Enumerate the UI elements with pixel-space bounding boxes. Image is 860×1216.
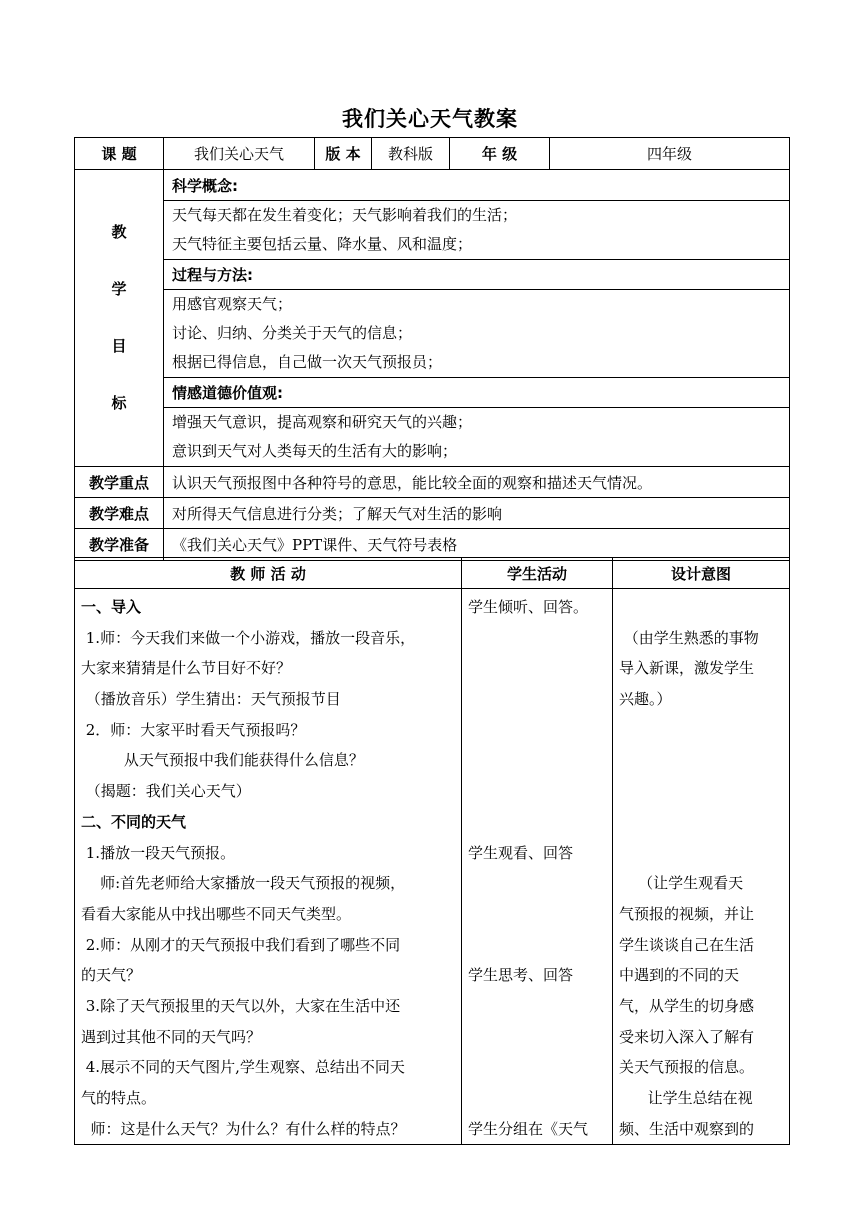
edition-label: 版 本 — [315, 138, 372, 170]
teacher-line: 大家来猜猜是什么节目好不好？ — [81, 659, 292, 678]
difficulties-label: 教学难点 — [75, 498, 164, 529]
objectives-label-char: 教 — [111, 223, 127, 241]
design-line: （让学生观看天 — [619, 874, 744, 893]
objective-line: 增强天气意识，提高观察和研究天气的兴趣； — [172, 413, 473, 431]
objective-line: 意识到天气对人类每天的生活有大的影响； — [172, 442, 458, 460]
objectives-label-char: 目 — [111, 337, 127, 355]
objective-line: 天气特征主要包括云量、降水量、风和温度； — [172, 235, 473, 253]
student-activity-header: 学生活动 — [462, 558, 613, 589]
objective-line: 讨论、归纳、分类关于天气的信息； — [172, 324, 413, 342]
teacher-line: 一、导入 — [81, 598, 142, 616]
design-line — [619, 715, 783, 746]
topic-label: 课 题 — [75, 138, 164, 170]
student-line — [468, 991, 606, 1022]
teacher-line: 1.师：今天我们来做一个小游戏，播放一段音乐， — [81, 628, 416, 647]
student-line — [468, 807, 606, 838]
student-line — [468, 623, 606, 654]
student-line: 学生倾听、回答。 — [468, 598, 589, 616]
student-line: 学生分组在《天气 — [468, 1119, 589, 1138]
topic-value: 我们关心天气 — [164, 138, 315, 170]
student-line — [468, 868, 606, 899]
student-line — [468, 715, 606, 746]
design-line — [619, 745, 783, 776]
design-line — [619, 807, 783, 838]
design-line: 关天气预报的信息。 — [619, 1058, 755, 1077]
student-activity-cell — [462, 589, 613, 1145]
teacher-line: 看看大家能从中找出哪些不同天气类型。 — [81, 904, 352, 923]
design-line: 受来切入深入了解有 — [619, 1027, 755, 1046]
section-heading-process: 过程与方法: — [164, 260, 790, 290]
student-activity-lines — [462, 592, 612, 1144]
student-line — [468, 899, 606, 930]
objective-line: 用感官观察天气； — [172, 295, 293, 313]
design-intent-lines — [613, 592, 789, 1144]
activity-table — [74, 557, 790, 1145]
objectives-table — [74, 169, 790, 561]
design-line — [619, 776, 783, 807]
edition-value: 教科版 — [372, 138, 450, 170]
design-line — [619, 592, 783, 623]
student-line — [468, 745, 606, 776]
section-heading-science: 科学概念: — [164, 170, 790, 201]
design-line: 让学生总结在视 — [619, 1089, 753, 1107]
preparation-value: 《我们关心天气》PPT课件、天气符号表格 — [164, 529, 790, 561]
teacher-line: 师：这是什么天气？为什么？有什么样的特点？ — [81, 1119, 406, 1138]
teacher-line: 气的特点。 — [81, 1089, 157, 1107]
grade-value: 四年级 — [550, 138, 790, 170]
design-intent-cell — [613, 589, 790, 1145]
section-body-process — [164, 290, 790, 378]
teacher-line: 4.展示不同的天气图片,学生观察、总结出不同天 — [81, 1058, 405, 1077]
section-body-science — [164, 201, 790, 260]
teacher-line: 的天气？ — [81, 966, 142, 985]
lesson-info-table — [74, 137, 790, 170]
student-line: 学生观看、回答 — [468, 843, 574, 862]
design-line — [619, 838, 783, 869]
teacher-line: 遇到过其他不同的天气吗？ — [81, 1027, 262, 1046]
teacher-line: 3.除了天气预报里的天气以外，大家在生活中还 — [81, 996, 401, 1015]
design-line: 学生谈谈自己在生活 — [619, 935, 755, 954]
design-line: 中遇到的不同的天 — [619, 966, 740, 985]
design-line: 气，从学生的切身感 — [619, 996, 755, 1015]
teacher-line: 从天气预报中我们能获得什么信息？ — [81, 751, 364, 770]
student-line — [468, 930, 606, 961]
student-line — [468, 1022, 606, 1053]
objective-line: 根据已得信息，自己做一次天气预报员； — [172, 353, 443, 371]
objective-line: 天气每天都在发生着变化；天气影响着我们的生活； — [172, 206, 518, 224]
design-line: 导入新课，激发学生 — [619, 659, 755, 678]
design-line: 频、生活中观察到的 — [619, 1119, 755, 1138]
student-line — [468, 653, 606, 684]
section-body-values — [164, 408, 790, 467]
student-line — [468, 684, 606, 715]
design-line: 气预报的视频，并让 — [619, 904, 755, 923]
teacher-activity-lines — [75, 592, 461, 1144]
teacher-activity-cell — [75, 589, 462, 1145]
design-intent-header: 设计意图 — [613, 558, 790, 589]
preparation-label: 教学准备 — [75, 529, 164, 561]
objectives-label-char: 标 — [111, 394, 127, 412]
teacher-line: 1.播放一段天气预报。 — [81, 843, 236, 862]
teacher-activity-header: 教 师 活 动 — [75, 558, 462, 589]
grade-label: 年 级 — [450, 138, 550, 170]
student-line — [468, 1052, 606, 1083]
section-heading-values: 情感道德价值观: — [164, 378, 790, 408]
teacher-line: 师:首先老师给大家播放一段天气预报的视频， — [81, 874, 406, 893]
student-line — [468, 776, 606, 807]
teacher-line: 二、不同的天气 — [81, 812, 187, 831]
teacher-line: 2．师：大家平时看天气预报吗？ — [81, 720, 306, 739]
design-line: 兴趣。） — [619, 690, 672, 709]
design-line: （由学生熟悉的事物 — [619, 628, 759, 647]
student-line: 学生思考、回答 — [468, 966, 574, 985]
objectives-label — [75, 170, 164, 467]
teacher-line: （揭题：我们关心天气） — [81, 782, 251, 801]
objectives-label-char: 学 — [111, 280, 127, 298]
teacher-line: 2.师：从刚才的天气预报中我们看到了哪些不同 — [81, 935, 401, 954]
student-line — [468, 1083, 606, 1114]
document-title: 我们关心天气教案 — [342, 107, 518, 131]
key-points-label: 教学重点 — [75, 467, 164, 498]
key-points-value: 认识天气预报图中各种符号的意思，能比较全面的观察和描述天气情况。 — [164, 467, 790, 498]
teacher-line: （播放音乐）学生猜出：天气预报节目 — [81, 690, 341, 709]
difficulties-value: 对所得天气信息进行分类；了解天气对生活的影响 — [164, 498, 790, 529]
